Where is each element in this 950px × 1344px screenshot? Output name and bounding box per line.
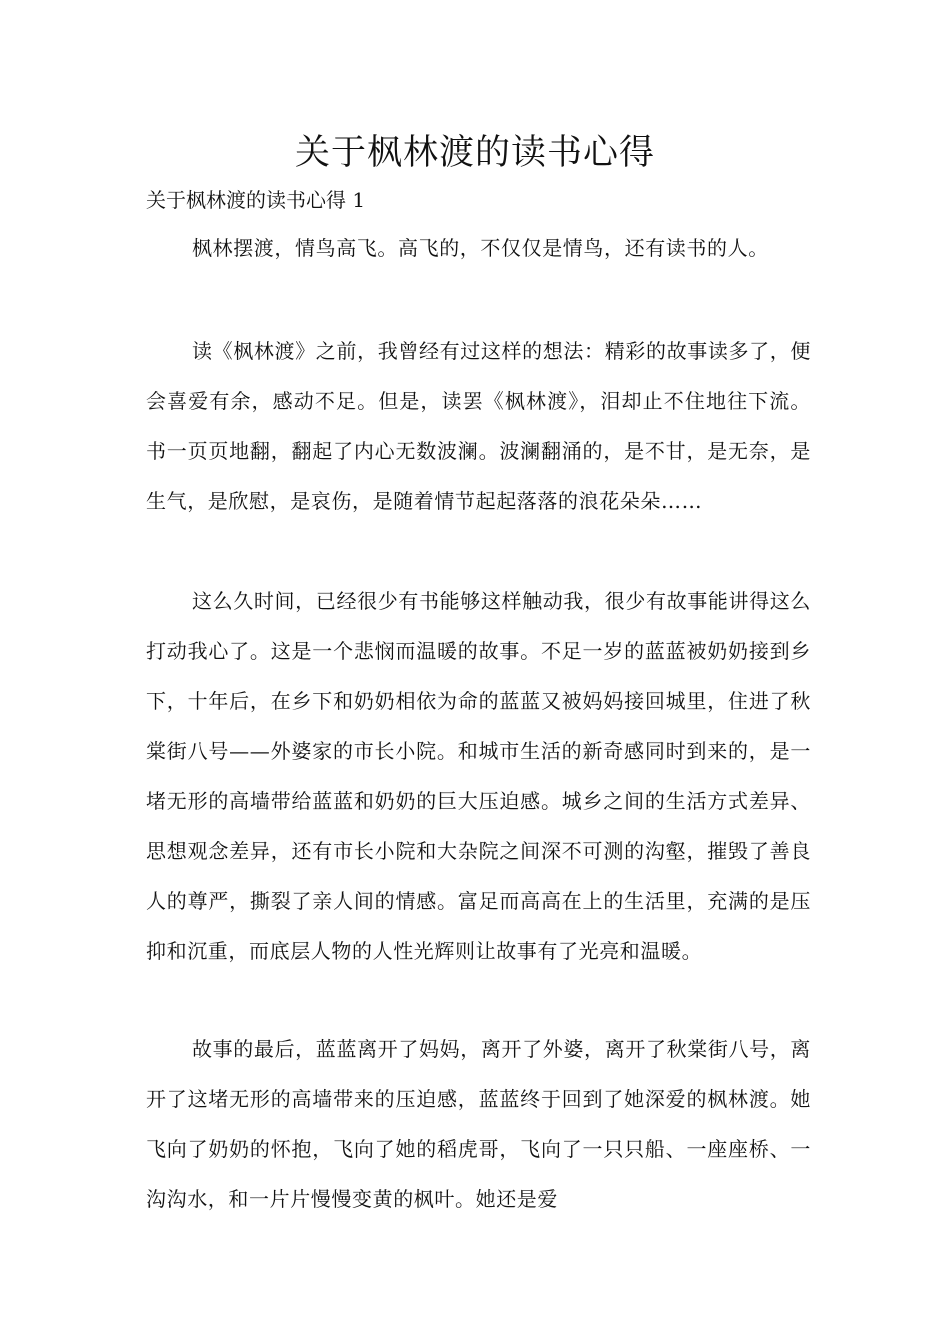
- paragraph-3: 这么久时间，已经很少有书能够这样触动我，很少有故事能讲得这么打动我心了。这是一个悲悯而温暖的故事。不足一岁的蓝蓝被奶奶接到乡下，十年后，在乡下和奶奶相依为命的蓝蓝又被妈妈接回城里，住进了秋棠街八号——外婆家的市长小院。和城市生活的新奇感同时到来的，是一堵无形的高墙带给蓝蓝和奶奶的巨大压迫感。城乡之间的生活方式差异、思想观念差异，还有市长小院和大杂院之间深不可测的沟壑，摧毁了善良人的尊严，撕裂了亲人间的情感。富足而高高在上的生活里，充满的是压抑和沉重，而底层人物的人性光辉则让故事有了光亮和温暖。: [146, 589, 811, 963]
- section-heading: 关于枫林渡的读书心得 1: [146, 188, 366, 212]
- page-title: 关于枫林渡的读书心得: [294, 133, 655, 173]
- paragraph-2: 读《枫林渡》之前，我曾经有过这样的想法：精彩的故事读多了，便会喜爱有余，感动不足。但是，读罢《枫林渡》，泪却止不住地往下流。书一页页地翻，翻起了内心无数波澜。波澜翻涌的，是不甘，是无奈，是生气，是欣慰，是哀伤，是随着情节起起落落的浪花朵朵……: [146, 339, 811, 513]
- paragraph-4: 故事的最后，蓝蓝离开了妈妈，离开了外婆，离开了秋棠街八号，离开了这堵无形的高墙带来的压迫感，蓝蓝终于回到了她深爱的枫林渡。她飞向了奶奶的怀抱，飞向了她的稻虎哥，飞向了一只只船、一座座桥、一沟沟水，和一片片慢慢变黄的枫叶。她还是爱: [146, 1037, 811, 1211]
- paragraph-1: 枫林摆渡，情鸟高飞。高飞的，不仅仅是情鸟，还有读书的人。: [192, 236, 769, 260]
